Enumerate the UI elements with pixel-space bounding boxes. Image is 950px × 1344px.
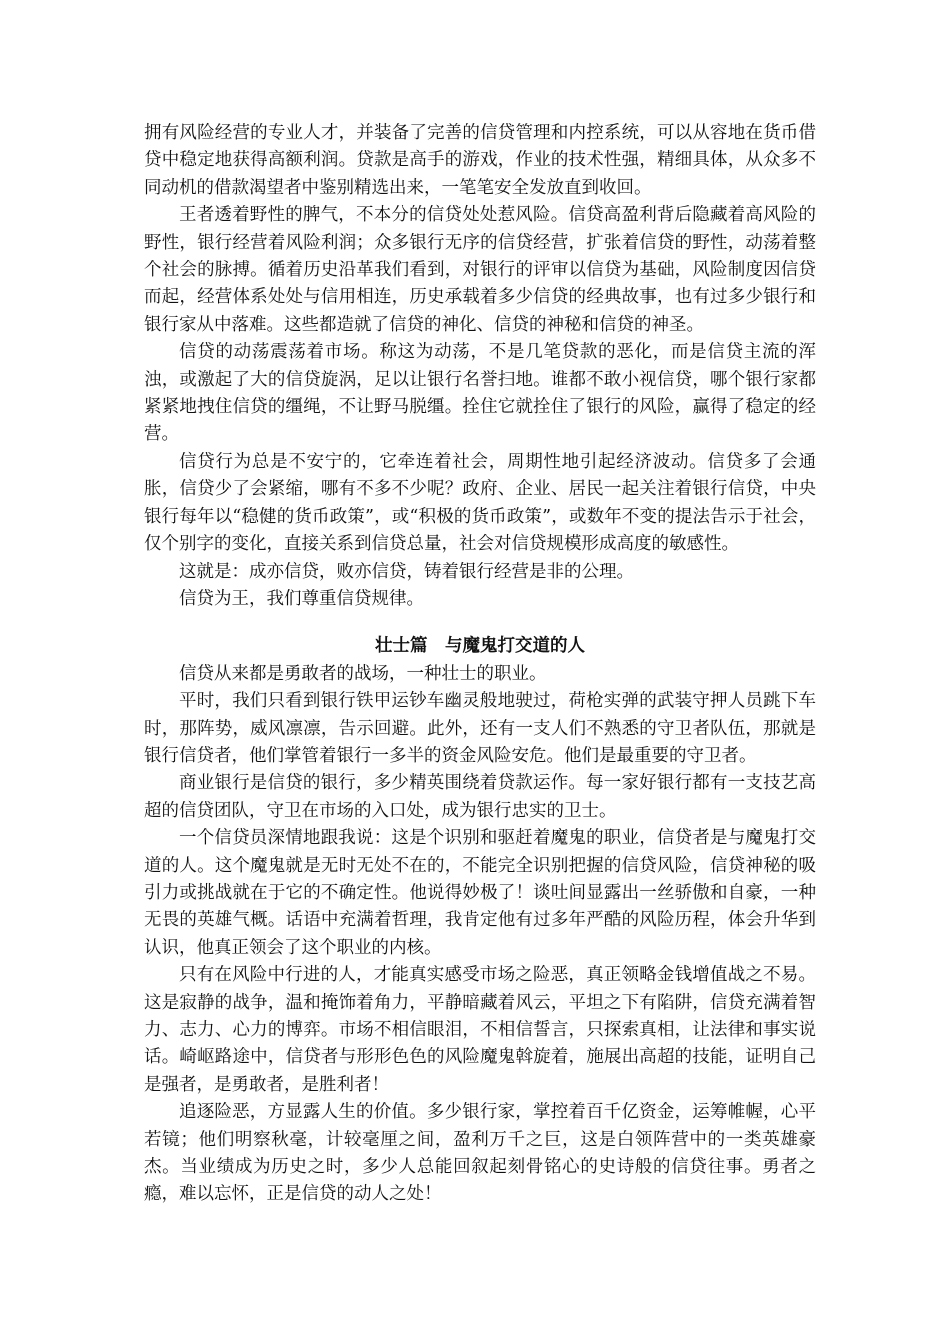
paragraph: 信贷从来都是勇敢者的战场，一种壮士的职业。 <box>179 663 547 684</box>
paragraph-continuation: 拥有风险经营的专业人才，并装备了完善的信贷管理和内控系统，可以从容地在货币借贷中稳定地获得高额利润。贷款是高手的游戏，作业的技术性强，精细具体，从众多不同动机的借款渴望者中鉴别精选出来，一笔笔安全发放直到收回。 <box>144 123 816 198</box>
paragraph: 一个信贷员深情地跟我说：这是个识别和驱赶着魔鬼的职业，信贷者是与魔鬼打交道的人。这个魔鬼就是无时无处不在的，不能完全识别把握的信贷风险，信贷神秘的吸引力或挑战就在于它的不确定性。他说得妙极了！谈吐间显露出一丝骄傲和自豪，一种无畏的英雄气概。话语中充满着哲理，我肯定他有过多年严酷的风险历程，体会升华到认识，他真正领会了这个职业的内核。 <box>144 828 816 958</box>
paragraph: 平时，我们只看到银行铁甲运钞车幽灵般地驶过，荷枪实弹的武装守押人员跳下车时，那阵势，威风凛凛，告示回避。此外，还有一支人们不熟悉的守卫者队伍，那就是银行信贷者，他们掌管着银行一多半的资金风险安危。他们是最重要的守卫者。 <box>144 691 816 766</box>
paragraph: 只有在风险中行进的人，才能真实感受市场之险恶，真正领略金钱增值战之不易。这是寂静的战争，温和掩饰着角力，平静暗藏着风云，平坦之下有陷阱，信贷充满着智力、志力、心力的博弈。市场不相信眼泪，不相信誓言，只探索真相，让法律和事实说话。崎岖路途中，信贷者与形形色色的风险魔鬼斡旋着，施展出高超的技能，证明自己是强者，是勇敢者，是胜利者！ <box>144 965 816 1095</box>
document-page <box>144 120 816 1209</box>
paragraph: 追逐险恶，方显露人生的价值。多少银行家，掌控着百千亿资金，运筹帷幄，心平若镜；他们明察秋毫，计较毫厘之间，盈利万千之巨，这是白领阵营中的一类英雄豪杰。当业绩成为历史之时，多少人总能回叙起刻骨铭心的史诗般的信贷往事。勇者之瘾，难以忘怀，正是信贷的动人之处！ <box>144 1102 816 1205</box>
paragraph: 商业银行是信贷的银行，多少精英围绕着贷款运作。每一家好银行都有一支技艺高超的信贷团队，守卫在市场的入口处，成为银行忠实的卫士。 <box>144 773 816 821</box>
section-heading: 壮士篇 与魔鬼打交道的人 <box>375 636 585 657</box>
paragraph: 信贷行为总是不安宁的，它牵连着社会，周期性地引起经济波动。信贷多了会通胀，信贷少了会紧缩，哪有不多不少呢？政府、企业、居民一起关注着银行信贷，中央银行每年以“稳健的货币政策”，或“积极的货币政策”，或数年不变的提法告示于社会，仅个别字的变化，直接关系到信贷总量，社会对信贷规模形成高度的敏感性。 <box>144 451 816 555</box>
paragraph: 信贷为王，我们尊重信贷规律。 <box>179 588 424 609</box>
paragraph: 信贷的动荡震荡着市场。称这为动荡，不是几笔贷款的恶化，而是信贷主流的浑浊，或激起了大的信贷旋涡，足以让银行名誉扫地。谁都不敢小视信贷，哪个银行家都紧紧地拽住信贷的缰绳，不让野马脱缰。拴住它就拴住了银行的风险，赢得了稳定的经营。 <box>144 342 816 445</box>
paragraph: 王者透着野性的脾气，不本分的信贷处处惹风险。信贷高盈利背后隐藏着高风险的野性，银行经营着风险利润；众多银行无序的信贷经营，扩张着信贷的野性，动荡着整个社会的脉搏。循着历史沿革我们看到，对银行的评审以信贷为基础，风险制度因信贷而起，经营体系处处与信用相连，历史承载着多少信贷的经典故事，也有过多少银行和银行家从中落难。这些都造就了信贷的神化、信贷的神秘和信贷的神圣。 <box>144 205 816 335</box>
paragraph: 这就是：成亦信贷，败亦信贷，铸着银行经营是非的公理。 <box>179 561 634 582</box>
